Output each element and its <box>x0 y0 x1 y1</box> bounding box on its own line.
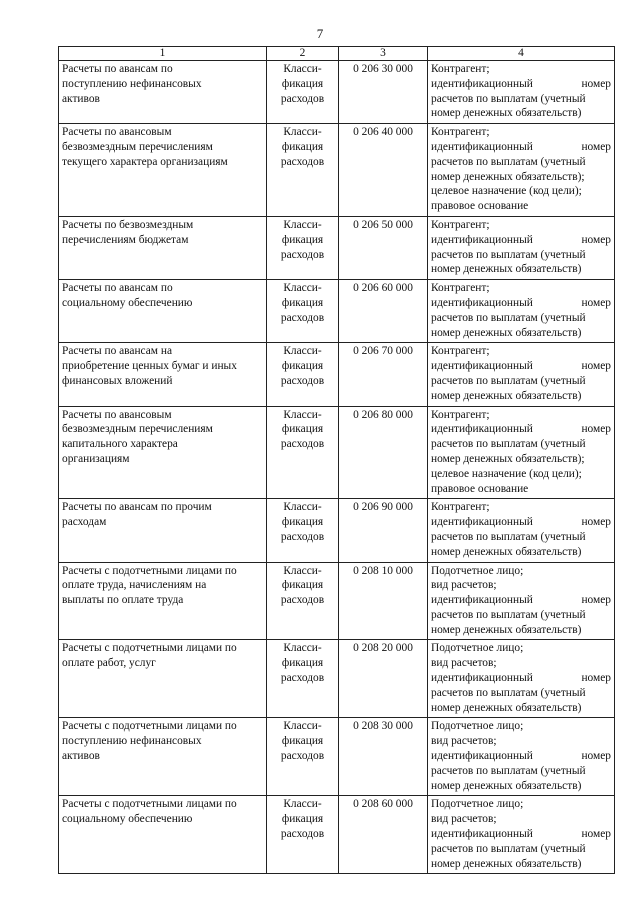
account-name-cell-line: оплате работ, услуг <box>62 657 156 670</box>
analytics-cell-line: номер денежных обязательств) <box>431 107 582 120</box>
column-header-4: 4 <box>428 47 615 61</box>
analytics-cell-line: вид расчетов; <box>431 813 497 826</box>
classification-cell-line: расходов <box>280 155 325 168</box>
classification-cell-line: расходов <box>280 828 325 841</box>
account-name-cell-line: Расчеты по авансам по <box>62 63 173 75</box>
analytics-cell-line: Контрагент; <box>431 282 490 295</box>
account-name-cell-line: Расчеты с подотчетными лицами по <box>62 642 237 655</box>
table-row <box>59 124 615 217</box>
analytics-cell-line: номер денежных обязательств) <box>431 263 582 276</box>
account-code-cell: 0 206 80 000 <box>339 406 428 499</box>
classification-cell <box>267 406 339 499</box>
classification-cell-line: Класси- <box>283 282 322 295</box>
account-name-cell-line: Расчеты с подотчетными лицами по <box>62 798 237 811</box>
classification-cell <box>267 61 339 124</box>
classification-cell-line: расходов <box>280 92 325 105</box>
analytics-cell-line: вид расчетов; <box>431 735 497 748</box>
analytics-cell-line: расчетов по выплатам (учетный <box>431 92 586 105</box>
analytics-cell-line: правовое основание <box>431 482 529 495</box>
account-name-cell-line: Расчеты по авансам по <box>62 282 173 295</box>
account-name-cell <box>59 406 267 499</box>
classification-cell <box>267 562 339 640</box>
account-table <box>58 46 615 874</box>
analytics-cell-line: целевое назначение (код цели); <box>431 185 582 198</box>
analytics-cell <box>428 718 615 796</box>
account-name-cell <box>59 718 267 796</box>
table-row <box>59 343 615 406</box>
classification-cell-line: фикация <box>281 233 324 246</box>
table-row <box>59 499 615 562</box>
classification-cell-line: расходов <box>280 750 325 763</box>
analytics-cell-line: идентификационный номер <box>431 750 611 763</box>
account-name-cell-line: поступлению нефинансовых <box>62 77 202 90</box>
account-name-cell-line: организациям <box>62 452 130 465</box>
column-header-3: 3 <box>339 47 428 61</box>
account-name-cell <box>59 61 267 124</box>
account-name-cell-line: безвозмездным перечислениям <box>62 140 213 153</box>
classification-cell-line: фикация <box>281 657 324 670</box>
analytics-cell <box>428 562 615 640</box>
analytics-cell-line: расчетов по выплатам (учетный <box>431 530 586 543</box>
classification-cell-line: расходов <box>280 248 325 261</box>
account-code-cell: 0 206 30 000 <box>339 61 428 124</box>
classification-cell <box>267 718 339 796</box>
classification-cell-line: фикация <box>281 579 324 592</box>
account-name-cell-line: Расчеты с подотчетными лицами по <box>62 720 237 733</box>
classification-cell <box>267 499 339 562</box>
analytics-cell-line: номер денежных обязательств) <box>431 701 582 714</box>
analytics-cell <box>428 61 615 124</box>
table-row <box>59 796 615 874</box>
account-name-cell-line: Расчеты по авансовым <box>62 408 172 421</box>
classification-cell <box>267 796 339 874</box>
analytics-cell-line: номер денежных обязательств) <box>431 545 582 558</box>
analytics-cell <box>428 406 615 499</box>
analytics-cell-line: Контрагент; <box>431 408 490 421</box>
analytics-cell-line: целевое назначение (код цели); <box>431 467 582 480</box>
account-name-cell <box>59 124 267 217</box>
account-name-cell-line: Расчеты по безвозмездным <box>62 218 194 231</box>
account-code-cell: 0 208 10 000 <box>339 562 428 640</box>
analytics-cell <box>428 640 615 718</box>
account-name-cell-line: Расчеты по авансовым <box>62 126 172 139</box>
account-code-cell: 0 208 60 000 <box>339 796 428 874</box>
account-name-cell-line: приобретение ценных бумаг и иных <box>62 360 237 373</box>
account-code-cell: 0 208 20 000 <box>339 640 428 718</box>
analytics-cell-line: расчетов по выплатам (учетный <box>431 155 586 168</box>
classification-cell-line: Класси- <box>283 63 322 75</box>
account-name-cell-line: текущего характера организациям <box>62 155 228 168</box>
analytics-cell-line: идентификационный номер <box>431 233 611 246</box>
classification-cell <box>267 343 339 406</box>
table-row <box>59 61 615 124</box>
classification-cell <box>267 640 339 718</box>
analytics-cell-line: номер денежных обязательств) <box>431 389 582 402</box>
classification-cell-line: расходов <box>280 438 325 451</box>
classification-cell-line: Класси- <box>283 642 322 655</box>
account-name-cell-line: социальному обеспечению <box>62 296 193 309</box>
analytics-cell-line: вид расчетов; <box>431 579 497 592</box>
analytics-cell <box>428 499 615 562</box>
classification-cell-line: Класси- <box>283 720 322 733</box>
analytics-cell-line: правовое основание <box>431 200 529 213</box>
analytics-cell-line: идентификационный номер <box>431 594 611 607</box>
analytics-cell-line: идентификационный номер <box>431 360 611 373</box>
account-name-cell <box>59 216 267 279</box>
analytics-cell-line: Контрагент; <box>431 63 490 75</box>
analytics-cell-line: Контрагент; <box>431 501 490 514</box>
column-header-1: 1 <box>59 47 267 61</box>
analytics-cell-line: Подотчетное лицо; <box>431 564 524 577</box>
analytics-cell-line: идентификационный номер <box>431 423 611 436</box>
classification-cell-line: Класси- <box>283 798 322 811</box>
analytics-cell <box>428 796 615 874</box>
account-name-cell <box>59 280 267 343</box>
analytics-cell <box>428 124 615 217</box>
classification-cell-line: фикация <box>281 516 324 529</box>
classification-cell-line: фикация <box>281 140 324 153</box>
account-code-cell: 0 206 60 000 <box>339 280 428 343</box>
classification-cell-line: расходов <box>280 672 325 685</box>
classification-cell-line: фикация <box>281 296 324 309</box>
analytics-cell-line: Контрагент; <box>431 126 490 139</box>
account-name-cell <box>59 562 267 640</box>
analytics-cell-line: номер денежных обязательств) <box>431 623 582 636</box>
table-row <box>59 718 615 796</box>
account-name-cell-line: выплаты по оплате труда <box>62 594 184 607</box>
analytics-cell <box>428 216 615 279</box>
account-name-cell-line: перечислениям бюджетам <box>62 233 189 246</box>
analytics-cell-line: идентификационный номер <box>431 516 611 529</box>
account-code-cell: 0 206 90 000 <box>339 499 428 562</box>
account-name-cell-line: финансовых вложений <box>62 374 173 387</box>
analytics-cell-line: вид расчетов; <box>431 657 497 670</box>
analytics-cell-line: расчетов по выплатам (учетный <box>431 438 586 451</box>
analytics-cell-line: номер денежных обязательств); <box>431 170 585 183</box>
account-name-cell-line: поступлению нефинансовых <box>62 735 202 748</box>
table-row <box>59 280 615 343</box>
analytics-cell-line: идентификационный номер <box>431 296 611 309</box>
analytics-cell-line: расчетов по выплатам (учетный <box>431 248 586 261</box>
analytics-cell-line: Контрагент; <box>431 345 490 358</box>
account-name-cell-line: Расчеты с подотчетными лицами по <box>62 564 237 577</box>
account-name-cell-line: капитального характера <box>62 438 178 451</box>
account-name-cell <box>59 640 267 718</box>
analytics-cell-line: идентификационный номер <box>431 828 611 841</box>
account-name-cell <box>59 343 267 406</box>
classification-cell-line: расходов <box>280 530 325 543</box>
classification-cell-line: Класси- <box>283 564 322 577</box>
table-header-row <box>59 47 615 61</box>
classification-cell-line: фикация <box>281 813 324 826</box>
account-name-cell-line: Расчеты по авансам по прочим <box>62 501 212 514</box>
classification-cell <box>267 216 339 279</box>
classification-cell-line: Класси- <box>283 126 322 139</box>
account-name-cell-line: расходам <box>62 516 107 529</box>
classification-cell-line: расходов <box>280 374 325 387</box>
account-code-cell: 0 208 30 000 <box>339 718 428 796</box>
classification-cell-line: фикация <box>281 735 324 748</box>
account-name-cell-line: Расчеты по авансам на <box>62 345 173 358</box>
table-row <box>59 406 615 499</box>
account-name-cell <box>59 796 267 874</box>
analytics-cell-line: идентификационный номер <box>431 672 611 685</box>
account-name-cell-line: активов <box>62 750 100 763</box>
account-name-cell-line: социальному обеспечению <box>62 813 193 826</box>
analytics-cell-line: номер денежных обязательств) <box>431 779 582 792</box>
analytics-cell-line: номер денежных обязательств); <box>431 452 585 465</box>
classification-cell-line: Класси- <box>283 501 322 514</box>
analytics-cell <box>428 280 615 343</box>
account-name-cell <box>59 499 267 562</box>
classification-cell-line: фикация <box>281 423 324 436</box>
table-row <box>59 562 615 640</box>
analytics-cell-line: Подотчетное лицо; <box>431 720 524 733</box>
analytics-cell-line: Подотчетное лицо; <box>431 798 524 811</box>
account-code-cell: 0 206 70 000 <box>339 343 428 406</box>
page-number: 7 <box>316 26 324 41</box>
classification-cell-line: фикация <box>281 77 324 90</box>
classification-cell-line: Класси- <box>283 218 322 231</box>
analytics-cell-line: Контрагент; <box>431 218 490 231</box>
table-row <box>59 640 615 718</box>
account-code-cell: 0 206 40 000 <box>339 124 428 217</box>
analytics-cell-line: номер денежных обязательств) <box>431 857 582 870</box>
classification-cell-line: расходов <box>280 594 325 607</box>
column-header-2: 2 <box>267 47 339 61</box>
analytics-cell-line: расчетов по выплатам (учетный <box>431 842 586 855</box>
analytics-cell-line: расчетов по выплатам (учетный <box>431 311 586 324</box>
account-name-cell-line: активов <box>62 92 100 105</box>
account-name-cell-line: безвозмездным перечислениям <box>62 423 213 436</box>
analytics-cell-line: идентификационный номер <box>431 77 611 90</box>
classification-cell-line: расходов <box>280 311 325 324</box>
analytics-cell-line: расчетов по выплатам (учетный <box>431 374 586 387</box>
analytics-cell <box>428 343 615 406</box>
account-code-cell: 0 206 50 000 <box>339 216 428 279</box>
table-row <box>59 216 615 279</box>
classification-cell <box>267 124 339 217</box>
classification-cell-line: фикация <box>281 360 324 373</box>
analytics-cell-line: номер денежных обязательств) <box>431 326 582 339</box>
analytics-cell-line: расчетов по выплатам (учетный <box>431 608 586 621</box>
analytics-cell-line: расчетов по выплатам (учетный <box>431 686 586 699</box>
classification-cell-line: Класси- <box>283 345 322 358</box>
account-name-cell-line: оплате труда, начислениям на <box>62 579 207 592</box>
analytics-cell-line: Подотчетное лицо; <box>431 642 524 655</box>
classification-cell-line: Класси- <box>283 408 322 421</box>
classification-cell <box>267 280 339 343</box>
analytics-cell-line: расчетов по выплатам (учетный <box>431 764 586 777</box>
analytics-cell-line: идентификационный номер <box>431 140 611 153</box>
